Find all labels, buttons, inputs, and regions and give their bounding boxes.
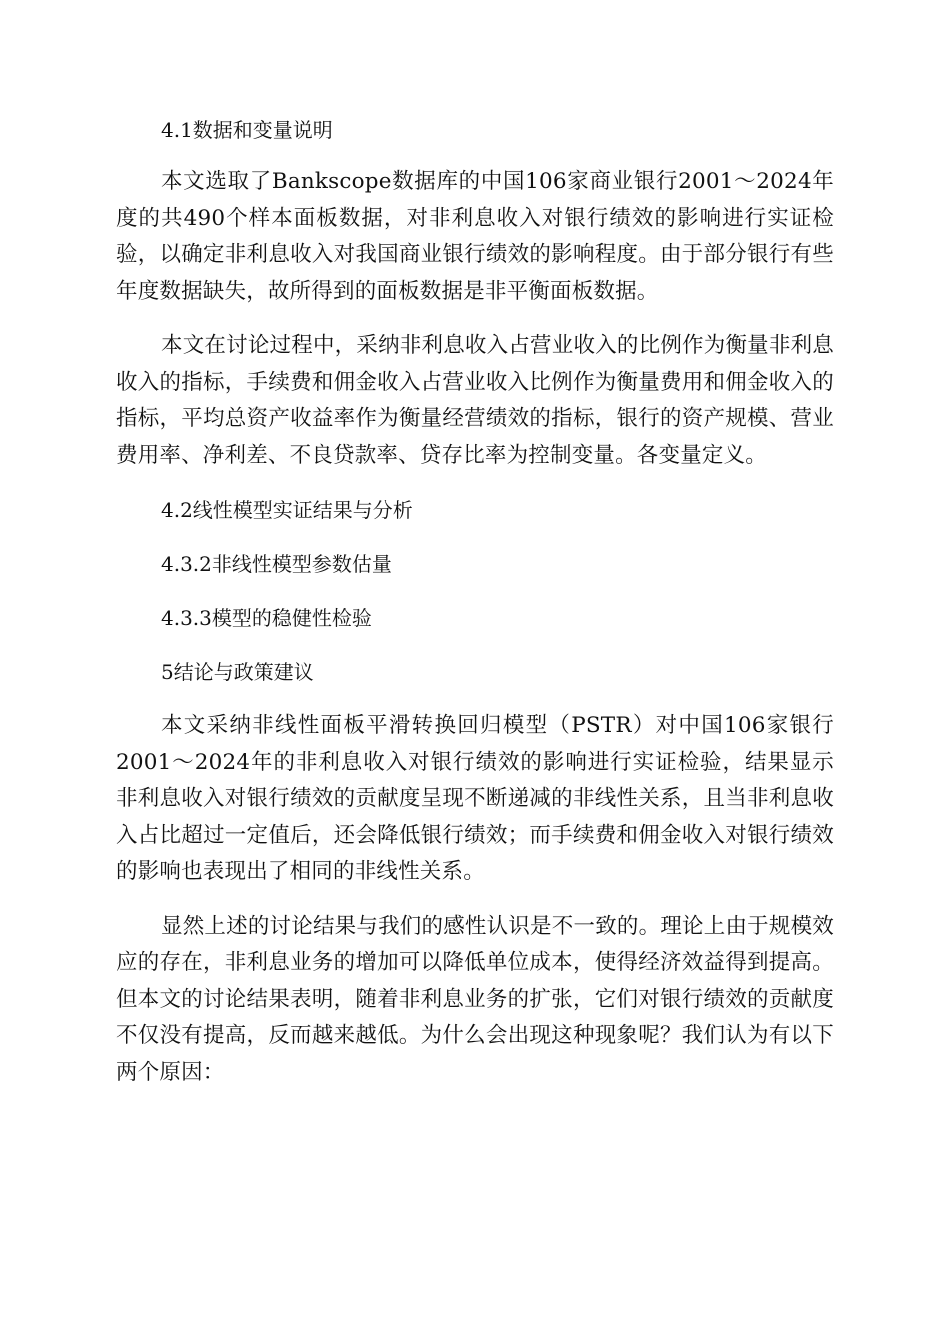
paragraph-conclusion: 本文采纳非线性面板平滑转换回归模型（PSTR）对中国106家银行2001～2024年的非利息收入对银行绩效的影响进行实证检验，结果显示非利息收入对银行绩效的贡献度呈现不断递减的非线性关系，且当非利息收入占比超过一定值后，还会降低银行绩效；而手续费和佣金收入对银行绩效的影响也表现出了相同的非线性关系。 (116, 713, 834, 884)
paragraph-discussion: 显然上述的讨论结果与我们的感性认识是不一致的。理论上由于规模效应的存在，非利息业务的增加可以降低单位成本，使得经济效益得到提高。但本文的讨论结果表明，随着非利息业务的扩张，它们对银行绩效的贡献度不仅没有提高，反而越来越低。为什么会出现这种现象呢？我们认为有以下两个原因： (116, 913, 834, 1085)
section-heading-4-2: 4.2线性模型实证结果与分析 (161, 498, 413, 522)
paragraph-variable-definitions: 本文在讨论过程中，采纳非利息收入占营业收入的比例作为衡量非利息收入的指标，手续费和佣金收入占营业收入比例作为衡量费用和佣金收入的指标，平均总资产收益率作为衡量经营绩效的指标，银行的资产规模、营业费用率、净利差、不良贷款率、贷存比率为控制变量。各变量定义。 (116, 333, 834, 468)
section-heading-4-3-3: 4.3.3模型的稳健性检验 (161, 606, 372, 630)
document-body (116, 112, 834, 1091)
section-heading-4-3-2: 4.3.2非线性模型参数估量 (161, 552, 392, 576)
section-heading-5: 5结论与政策建议 (161, 660, 314, 684)
section-heading-4-1: 4.1数据和变量说明 (161, 118, 333, 142)
paragraph-data-source: 本文选取了Bankscope数据库的中国106家商业银行2001～2024年度的共490个样本面板数据，对非利息收入对银行绩效的影响进行实证检验，以确定非利息收入对我国商业银行绩效的影响程度。由于部分银行有些年度数据缺失，故所得到的面板数据是非平衡面板数据。 (116, 169, 834, 304)
